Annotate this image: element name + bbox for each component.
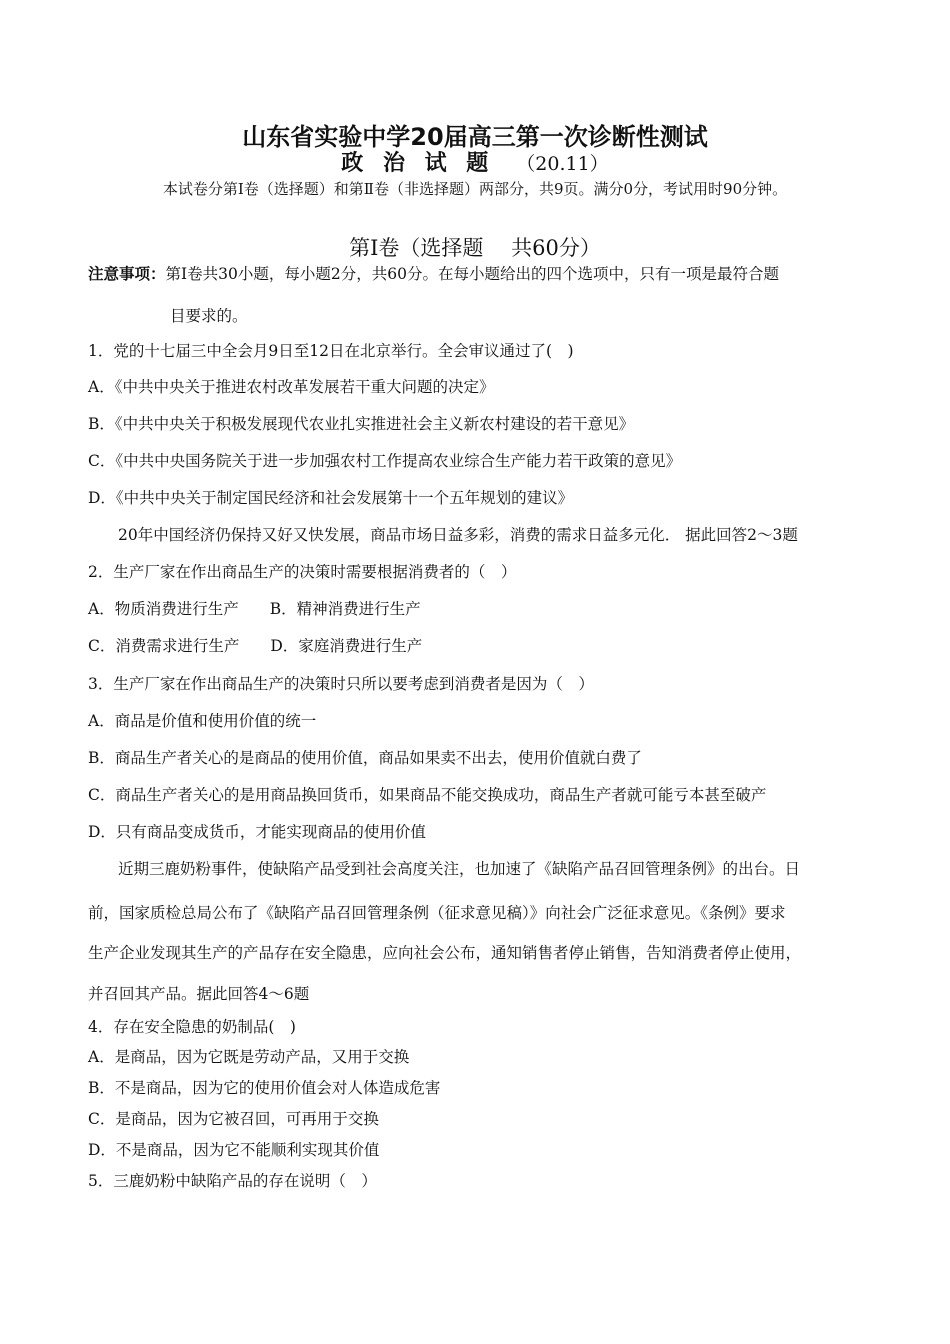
subject-title: 政 治 试 题 [341,151,495,176]
material-2-line-2: 前，国家质检总局公布了《缺陷产品召回管理条例（征求意见稿）》向社会广泛征求意见。《条例》要求 [88,904,786,922]
q5-stem: 5．三鹿奶粉中缺陷产品的存在说明（ ） [88,1172,377,1190]
material-1: 20年中国经济仍保持又好又快发展，商品市场日益多彩，消费的需求日益多元化． 据此回答2～3题 [118,526,798,544]
q3-stem: 3．生产厂家在作出商品生产的决策时只所以要考虑到消费者是因为（ ） [88,675,594,693]
q4-option-a: A．是商品，因为它既是劳动产品，又用于交换 [88,1048,410,1066]
q1-option-d: D．《中共中央关于制定国民经济和社会发展第十一个五年规划的建议》 [88,489,574,507]
exam-intro: 本试卷分第Ⅰ卷（选择题）和第Ⅱ卷（非选择题）两部分，共9页。满分0分，考试用时90分钟。 [162,180,788,198]
notice-label: 注意事项： [88,265,166,283]
q3-option-a: A．商品是价值和使用价值的统一 [88,712,317,730]
exam-subtitle [0,150,950,178]
exam-title: 山东省实验中学20届高三第一次诊断性测试 [242,123,708,151]
q2-options-ab: A．物质消费进行生产 B．精神消费进行生产 [88,600,421,618]
q4-option-b: B．不是商品，因为它的使用价值会对人体造成危害 [88,1079,441,1097]
q4-option-d: D．不是商品，因为它不能顺利实现其价值 [88,1141,380,1159]
q1-option-c: C．《中共中央国务院关于进一步加强农村工作提高农业综合生产能力若干政策的意见》 [88,452,682,470]
q2-options-cd: C．消费需求进行生产 D．家庭消费进行生产 [88,637,423,655]
q1-option-b: B．《中共中央关于积极发展现代农业扎实推进社会主义新农村建设的若干意见》 [88,415,635,433]
q3-option-d: D．只有商品变成货币，才能实现商品的使用价值 [88,823,426,841]
notice-text: 第Ⅰ卷共30小题，每小题2分，共60分。在每小题给出的四个选项中，只有一项是最符合题 [165,265,779,283]
notice-line [88,264,880,284]
q1-option-a: A．《中共中央关于推进农村改革发展若干重大问题的决定》 [88,378,495,396]
section-title: 第Ⅰ卷（选择题 共60分） [349,236,601,260]
q2-stem: 2．生产厂家在作出商品生产的决策时需要根据消费者的（ ） [88,563,517,581]
exam-date: （20.11） [516,153,609,175]
q3-option-b: B．商品生产者关心的是商品的使用价值，商品如果卖不出去，使用价值就白费了 [88,749,642,767]
q4-option-c: C．是商品，因为它被召回，可再用于交换 [88,1110,379,1128]
material-2-line-3: 生产企业发现其生产的产品存在安全隐患，应向社会公布，通知销售者停止销售，告知消费者停止使用， [88,944,802,962]
material-2-line-4: 并召回其产品。据此回答4～6题 [88,985,310,1003]
material-2-line-1: 近期三鹿奶粉事件，使缺陷产品受到社会高度关注，也加速了《缺陷产品召回管理条例》的出台。日 [118,860,801,878]
q1-stem: 1．党的十七届三中全会月9日至12日在北京举行。全会审议通过了( ) [88,342,574,360]
q3-option-c: C．商品生产者关心的是用商品换回货币，如果商品不能交换成功，商品生产者就可能亏本甚至破产 [88,786,767,804]
notice-text-cont: 目要求的。 [170,307,248,325]
q4-stem: 4．存在安全隐患的奶制品( ) [88,1018,296,1036]
